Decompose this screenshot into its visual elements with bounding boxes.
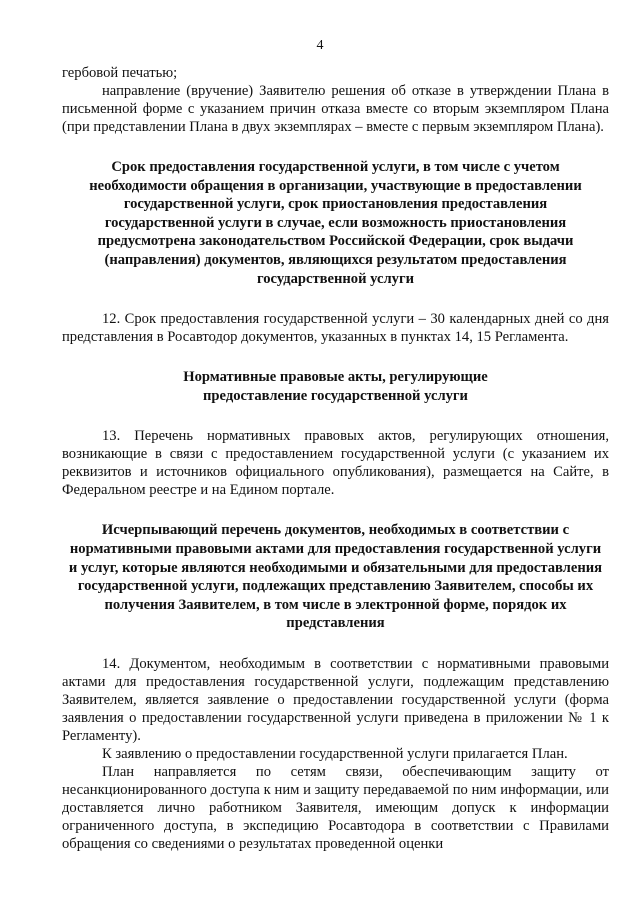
paragraph-seal: гербовой печатью; [62, 65, 178, 81]
paragraph-13: 13. Перечень нормативных правовых актов, регулирующих отношения, возникающие в связи с предоставлением государственной услуги (с указанием их реквизитов и источников официального опубликования), размещается на Сайте, в Федеральном реестре и на Едином портале. [62, 428, 609, 499]
paragraph-14: 14. Документом, необходимым в соответствии с нормативными правовыми актами для предоставления государственной услуги, подлежащим представлению Заявителем, является заявление о предоставлении государственной услуги (форма заявления о предоставлении государственной услуги приведена в приложении № 1 к Регламенту). [62, 655, 609, 744]
document-body [62, 64, 609, 853]
heading-legal-acts: Нормативные правовые акты, регулирующие предоставление государственной услуги [183, 369, 488, 404]
page-number: 4 [316, 38, 324, 53]
heading-documents-list: Исчерпывающий перечень документов, необходимых в соответствии с нормативными правовыми актами для предоставления государственной услуги и услуг, которые являются необходимыми и обязательными для предоставления государственной услуги, подлежащих представлению Заявителем, способы их получения Заявителем, в том числе в электронной форме, порядок их представления [68, 522, 603, 632]
paragraph-refusal-notice: направление (вручение) Заявителю решения об отказе в утверждении Плана в письменной форме с указанием причин отказа вместе со вторым экземпляром Плана (при представлении Плана в двух экземплярах – вместе с первым экземпляром Плана). [62, 83, 609, 135]
heading-service-term: Срок предоставления государственной услуги, в том числе с учетом необходимости обращения в организации, участвующие в предоставлении государственной услуги, срок приостановления предоставления государственной услуги в случае, если возможность приостановления предусмотрена законодательством Российской Федерации, срок выдачи (направления) документов, являющихся результатом предоставления государственной услуги [89, 159, 582, 287]
paragraph-12: 12. Срок предоставления государственной услуги – 30 календарных дней со дня представления в Росавтодор документов, указанных в пунктах 14, 15 Регламента. [62, 311, 609, 346]
paragraph-plan-delivery: План направляется по сетям связи, обеспечивающим защиту от несанкционированного доступа к ним и защиту передаваемой по ним информации, или доставляется лично работником Заявителя, имеющим допуск к информации ограниченного доступа, в экспедицию Росавтодора в соответствии с Правилами обращения со сведениями о результатах проведенной оценки [62, 763, 609, 852]
paragraph-plan-attached: К заявлению о предоставлении государственной услуги прилагается План. [102, 745, 568, 762]
